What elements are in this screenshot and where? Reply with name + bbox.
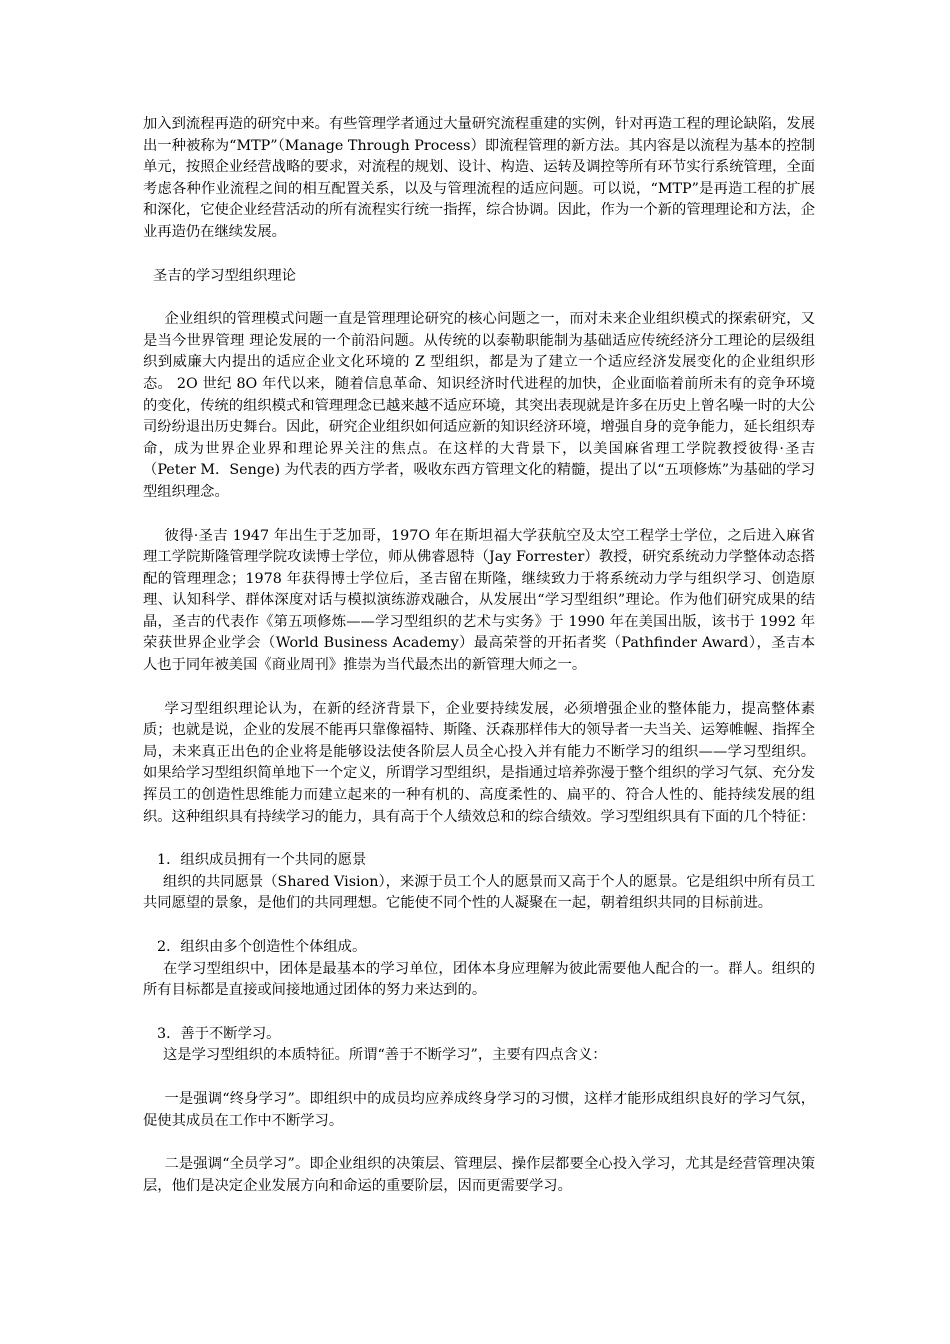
point-all-staff-learning: 二是强调“全员学习”。即企业组织的决策层、管理层、操作层都要全心投入学习，尤其是经营管理决策层，他们是决定企业发展方向和命运的重要阶层，因而更需要学习。 [143, 1156, 815, 1194]
spacer [143, 244, 815, 266]
spacer [143, 915, 815, 937]
document-body [143, 114, 815, 1197]
spacer [143, 504, 815, 526]
feature-1-body: 组织的共同愿景（Shared Vision），来源于员工个人的愿景而又高于个人的愿景。它是组织中所有员工共同愿望的景象，是他们的共同理想。它能使不同个性的人凝聚在一起，朝着组织共同的目标前进。 [143, 873, 815, 912]
spacer [143, 1002, 815, 1024]
point-lifelong-learning: 一是强调“终身学习”。即组织中的成员均应养成终身学习的习惯，这样才能形成组织良好的学习气氛，促使其成员在工作中不断学习。 [143, 1090, 815, 1129]
spacer [143, 677, 815, 699]
feature-3-body: 这是学习型组织的本质特征。所谓“善于不断学习”，主要有四点含义： [163, 1047, 607, 1064]
spacer [143, 287, 815, 309]
feature-3-title: 3．善于不断学习。 [157, 1025, 281, 1042]
paragraph-senge-bio: 彼得·圣吉 1947 年出生于芝加哥，197O 年在斯坦福大学获航空及太空工程学士学位，之后进入麻省理工学院斯隆管理学院攻读博士学位，师从佛睿恩特（Jay Forrester）教授，研究系统动力学整体动态搭配的管理理念；1978 年获得博士学位后，圣吉留在斯隆，继续致力于将系统动力学与组织学习、创造原理、认知科学、群体深度对话与模拟演练游戏融合，从发展出“学习型组织”理论。作为他们研究成果的结晶，圣吉的代表作《第五项修炼——学习型组织的艺术与实务》于 1990 年在美国出版，该书于 1992 年荣获世界企业学会（World Business Academy）最高荣誉的开拓者奖（Pathfinder Award），圣吉本人也于同年被美国《商业周刊》推崇为当代最杰出的新管理大师之一。 [143, 527, 815, 674]
paragraph-learning-org: 学习型组织理论认为，在新的经济背景下，企业要持续发展，必须增强企业的整体能力，提高整体素质；也就是说，企业的发展不能再只靠像福特、斯隆、沃森那样伟大的领导者一夫当关、运筹帷幄、指挥全局，未来真正出色的企业将是能够设法使各阶层人员全心投入并有能力不断学习的组织——学习型组织。 如果给学习型组织简单地下一个定义，所谓学习型组织，是指通过培养弥漫于整个组织的学习气氛、充分发挥员工的创造性思维能力而建立起来的一种有机的、高度柔性的、扁平的、符合人性的、能持续发展的组织。这种组织具有持续学习的能力，具有高于个人绩效总和的综合绩效。学习型组织具有下面的几个特征： [143, 700, 815, 825]
paragraph-mtp: 加入到流程再造的研究中来。有些管理学者通过大量研究流程重建的实例，针对再造工程的理论缺陷，发展出一种被称为“MTP”（Manage Through Process）即流程管理的新方法。其内容是以流程为基本的控制单元，按照企业经营战略的要求，对流程的规划、设计、构造、运转及调控等所有环节实行系统管理，全面考虑各种作业流程之间的相互配置关系，以及与管理流程的适应问题。可以说，“MTP”是再造工程的扩展和深化，它使企业经营活动的所有流程实行统一指挥，综合协调。因此，作为一个新的管理理论和方法，企业再造仍在继续发展。 [143, 116, 815, 240]
feature-2-title: 2．组织由多个创造性个体组成。 [157, 939, 367, 955]
section-heading: 圣吉的学习型组织理论 [153, 267, 296, 284]
spacer [143, 828, 815, 850]
paragraph-org-model: 企业组织的管理模式问题一直是管理理论研究的核心问题之一，而对未来企业组织模式的探索研究，又是当今世界管理 理论发展的一个前沿问题。从传统的以泰勒职能制为基础适应传统经济分工理论的层级组织到威廉大内提出的适应企业文化环境的 Z 型组织，都是为了建立一个适应经济发展变化的企业组织形态。 2O 世纪 8O 年代以来，随着信息革命、知识经济时代进程的加快，企业面临着前所未有的竞争环境的变化，传统的组织模式和管理理念已越来越不适应环境，其突出表现就是许多在历史上曾名噪一时的大公司纷纷退出历史舞台。因此，研究企业组织如何适应新的知识经济环境，增强自身的竞争能力，延长组织寿命，成为世界企业界和理论界关注的焦点。在这样的大背景下，以美国麻省理工学院教授彼得·圣吉（Peter M．Senge) 为代表的西方学者，吸收东西方管理文化的精髓，提出了以“五项修炼”为基础的学习型组织理念。 [143, 311, 815, 500]
feature-1-title: 1．组织成员拥有一个共同的愿景 [157, 852, 367, 869]
spacer [143, 1067, 815, 1089]
spacer [143, 1132, 815, 1154]
feature-2-body: 在学习型组织中，团体是最基本的学习单位，团体本身应理解为彼此需要他人配合的一。群人。组织的所有目标都是直接或间接地通过团体的努力来达到的。 [143, 960, 815, 999]
